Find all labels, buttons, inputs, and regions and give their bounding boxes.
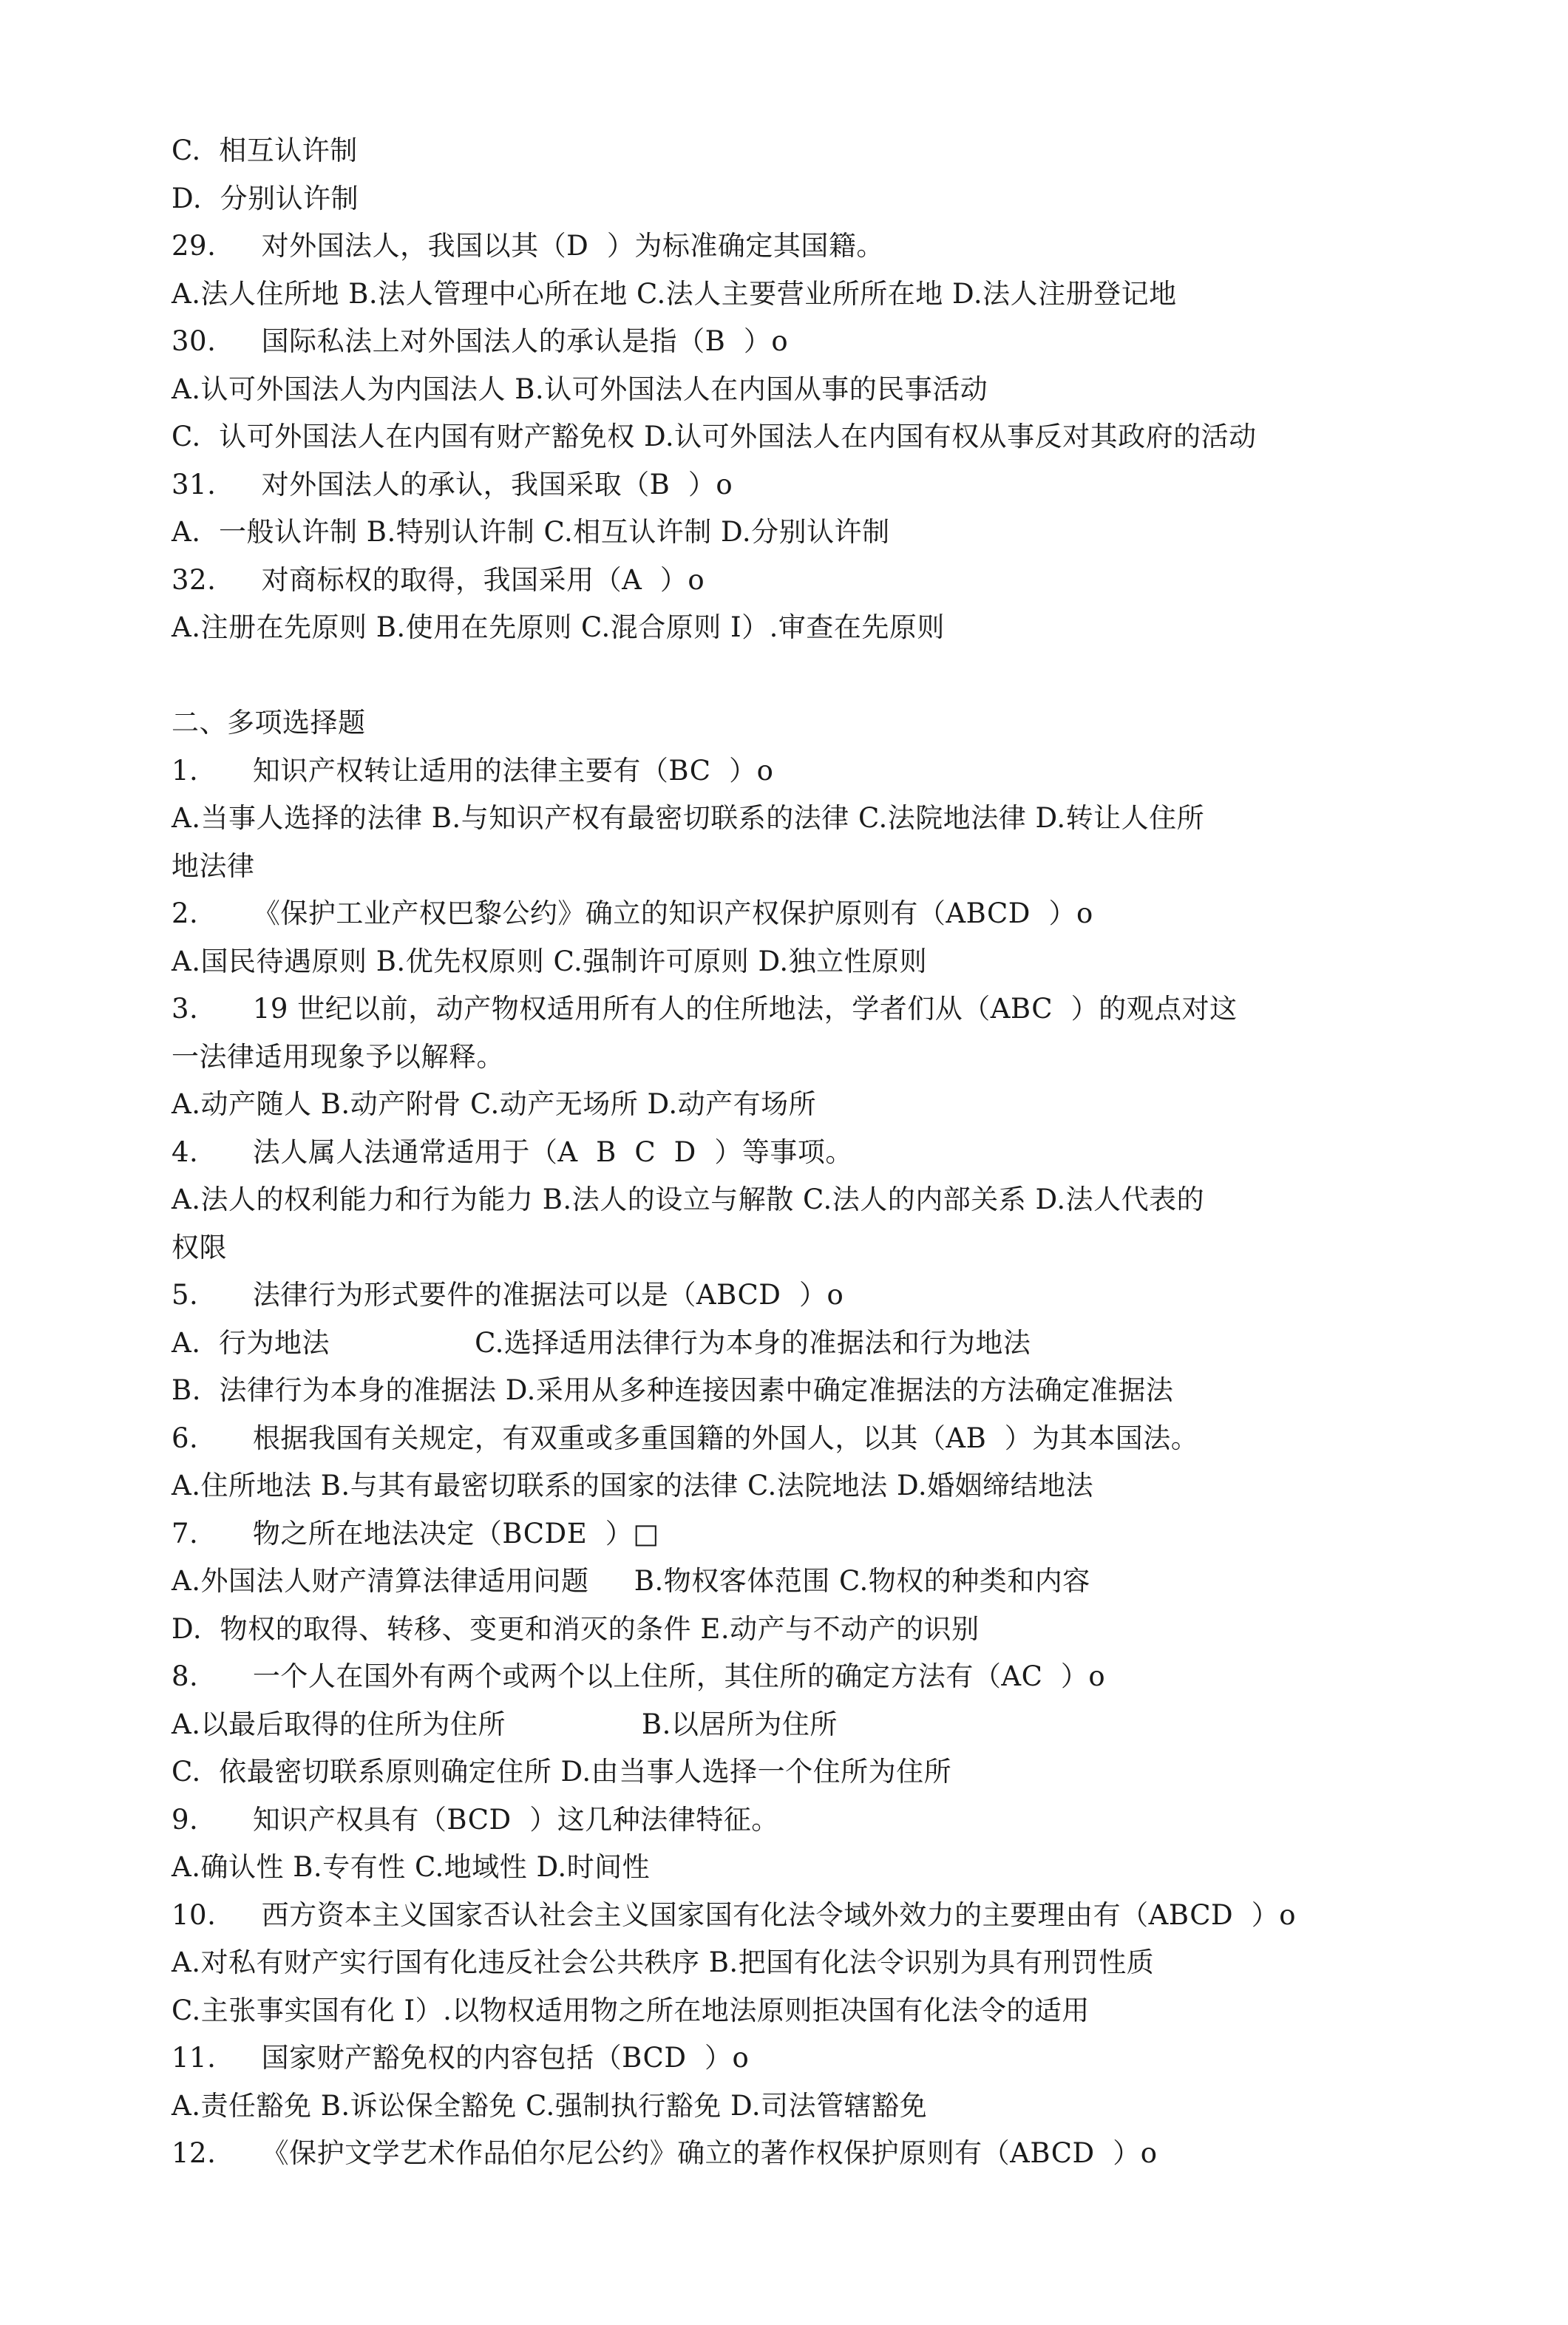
text-line: 11. 国家财产豁免权的内容包括（BCD ）o — [172, 2042, 750, 2074]
text-line: A.以最后取得的住所为住所 B.以居所为住所 — [172, 1708, 838, 1740]
text-line: 12. 《保护文学艺术作品伯尔尼公约》确立的著作权保护原则有（ABCD ）o — [172, 2137, 1158, 2169]
text-line: A.注册在先原则 B.使用在先原则 C.混合原则 I）.审查在先原则 — [172, 611, 945, 643]
text-line: 2. 《保护工业产权巴黎公约》确立的知识产权保护原则有（ABCD ）o — [172, 897, 1093, 929]
text-line: 31. 对外国法人的承认，我国采取（B ）o — [172, 468, 733, 500]
text-line: D. 分别认许制 — [172, 182, 359, 214]
question-block-single-choice — [172, 127, 1384, 652]
text-line: 30. 国际私法上对外国法人的承认是指（B ）o — [172, 325, 789, 357]
spacer — [172, 652, 1384, 700]
text-line: A. 一般认许制 B.特别认许制 C.相互认许制 D.分别认许制 — [172, 516, 890, 548]
text-line: 10. 西方资本主义国家否认社会主义国家国有化法令域外效力的主要理由有（ABCD ）o — [172, 1898, 1297, 1931]
text-line: A.外国法人财产清算法律适用问题 B.物权客体范围 C.物权的种类和内容 — [172, 1565, 1090, 1597]
text-line: C. 相互认许制 — [172, 135, 358, 166]
text-line: 1. 知识产权转让适用的法律主要有（BC ）o — [172, 754, 774, 787]
document-page — [172, 127, 1384, 2178]
text-line: 3. 19 世纪以前，动产物权适用所有人的住所地法，学者们从（ABC ）的观点对这 — [172, 993, 1238, 1025]
text-line: 6. 根据我国有关规定，有双重或多重国籍的外国人，以其（AB ）为其本国法。 — [172, 1422, 1199, 1454]
text-line: 5. 法律行为形式要件的准据法可以是（ABCD ）o — [172, 1279, 844, 1311]
text-line: 9. 知识产权具有（BCD ）这几种法律特征。 — [172, 1803, 779, 1836]
text-line: A.当事人选择的法律 B.与知识产权有最密切联系的法律 C.法院地法律 D.转让人住所 — [172, 802, 1205, 834]
text-line: 29. 对外国法人，我国以其（D ）为标准确定其国籍。 — [172, 230, 884, 262]
text-line: A.对私有财产实行国有化违反社会公共秩序 B.把国有化法令识别为具有刑罚性质 — [172, 1946, 1155, 1978]
text-line: C. 依最密切联系原则确定住所 D.由当事人选择一个住所为住所 — [172, 1756, 952, 1788]
text-line: A. 行为地法 C.选择适用法律行为本身的准据法和行为地法 — [172, 1326, 1031, 1359]
question-block-multiple-choice — [172, 747, 1384, 2178]
text-line: A.确认性 B.专有性 C.地域性 D.时间性 — [172, 1851, 651, 1883]
text-line: 权限 — [172, 1231, 227, 1263]
text-line: A.认可外国法人为内国法人 B.认可外国法人在内国从事的民事活动 — [172, 373, 988, 405]
text-line: 4. 法人属人法通常适用于（A B C D ）等事项。 — [172, 1136, 853, 1168]
text-line: 一法律适用现象予以解释。 — [172, 1040, 504, 1073]
text-line: A.法人的权利能力和行为能力 B.法人的设立与解散 C.法人的内部关系 D.法人代表的 — [172, 1184, 1205, 1215]
text-line: 8. 一个人在国外有两个或两个以上住所，其住所的确定方法有（AC ）o — [172, 1660, 1106, 1692]
text-line: A.住所地法 B.与其有最密切联系的国家的法律 C.法院地法 D.婚姻缔结地法 — [172, 1470, 1094, 1501]
text-line: A.责任豁免 B.诉讼保全豁免 C.强制执行豁免 D.司法管辖豁免 — [172, 2089, 928, 2122]
text-line: D. 物权的取得、转移、变更和消灭的条件 E.动产与不动产的识别 — [172, 1612, 980, 1645]
text-line: C.主张事实国有化 I）.以物权适用物之所在地法原则拒决国有化法令的适用 — [172, 1994, 1090, 2026]
text-line: 7. 物之所在地法决定（BCDE ）□ — [172, 1517, 659, 1550]
text-line: A.动产随人 B.动产附骨 C.动产无场所 D.动产有场所 — [172, 1088, 817, 1120]
text-line: A.国民待遇原则 B.优先权原则 C.强制许可原则 D.独立性原则 — [172, 945, 928, 977]
text-line: 32. 对商标权的取得，我国采用（A ）o — [172, 563, 705, 596]
section-heading: 二、多项选择题 — [172, 707, 366, 739]
text-line: A.法人住所地 B.法人管理中心所在地 C.法人主要营业所所在地 D.法人注册登记地 — [172, 277, 1177, 310]
text-line: 地法律 — [172, 849, 255, 882]
text-line: B. 法律行为本身的准据法 D.采用从多种连接因素中确定准据法的方法确定准据法 — [172, 1374, 1174, 1406]
text-line: C. 认可外国法人在内国有财产豁免权 D.认可外国法人在内国有权从事反对其政府的活动 — [172, 421, 1257, 452]
